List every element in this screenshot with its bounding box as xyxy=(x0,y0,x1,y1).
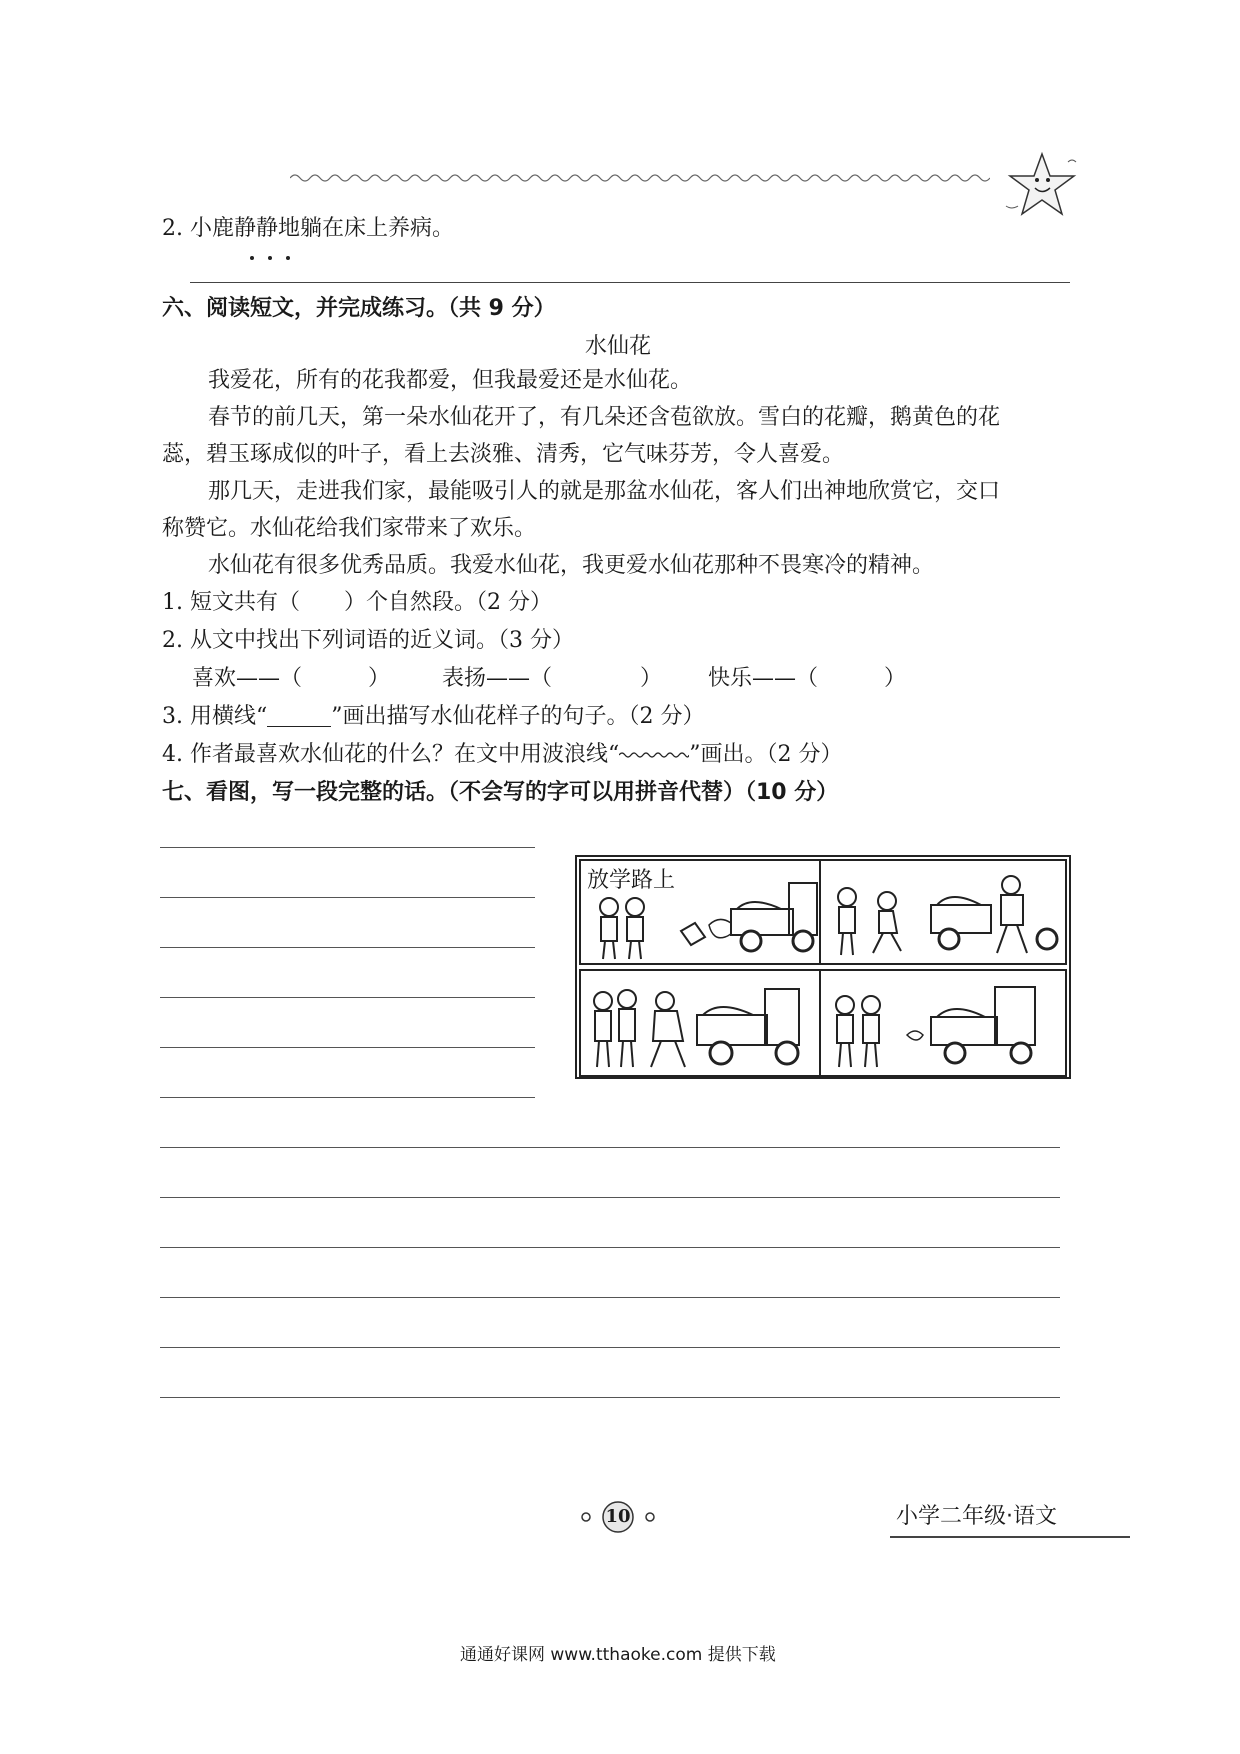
page-number: 10 xyxy=(605,1506,631,1527)
comic-panel-2 xyxy=(819,859,1067,965)
panel-2-illustration xyxy=(821,861,1065,963)
passage-paragraph-3-line-2: 称赞它。水仙花给我们家带来了欢乐。 xyxy=(162,516,537,541)
question-2-option-b: 表扬——（ ） xyxy=(442,666,663,691)
writing-line xyxy=(160,897,535,898)
passage-paragraph-2-line-1: 春节的前几天，第一朵水仙花开了，有几朵还含苞欲放。雪白的花瓣，鹅黄色的花 xyxy=(208,405,1001,430)
question-1: 1. 短文共有（ ）个自然段。（2 分） xyxy=(162,590,552,615)
subject-label: 小学二年级·语文 xyxy=(896,1504,1057,1529)
writing-line xyxy=(160,1097,535,1098)
passage-paragraph-3-line-1: 那几天，走进我们家，最能吸引人的就是那盆水仙花，客人们出神地欣赏它，交口 xyxy=(208,479,1001,504)
question-2: 2. 从文中找出下列词语的近义词。（3 分） xyxy=(162,628,574,653)
panel-3-illustration xyxy=(581,971,819,1075)
wavy-line-sample xyxy=(619,750,689,760)
passage-paragraph-1: 我爱花，所有的花我都爱，但我最爱还是水仙花。 xyxy=(208,368,693,393)
writing-line xyxy=(160,1247,1060,1248)
writing-line xyxy=(160,1147,1060,1148)
exercise-item-2 xyxy=(162,212,454,246)
question-4 xyxy=(162,738,842,772)
section7-heading: 七、看图，写一段完整的话。（不会写的字可以用拼音代替）（10 分） xyxy=(162,780,839,805)
page-number-badge xyxy=(578,1500,658,1534)
comic-panel-4 xyxy=(819,969,1067,1077)
download-credit: 通通好课网 www.tthaoke.com 提供下载 xyxy=(460,1645,776,1665)
section-divider xyxy=(190,282,1070,283)
subject-underline xyxy=(890,1536,1130,1538)
section6-heading: 六、阅读短文，并完成练习。（共 9 分） xyxy=(162,296,556,321)
item2-emphasis: 静静地 xyxy=(233,216,300,241)
question-3-part-a: 3. 用横线“ xyxy=(162,704,268,729)
writing-line xyxy=(160,1197,1060,1198)
emphasis-dots xyxy=(250,245,304,264)
item2-prefix: 2. 小鹿 xyxy=(162,216,234,241)
straight-line-sample xyxy=(267,708,331,727)
question-4-part-b: ”画出。（2 分） xyxy=(689,742,843,767)
header-wavy-line xyxy=(290,172,990,184)
passage-title: 水仙花 xyxy=(585,334,652,359)
passage-paragraph-2-line-2: 蕊，碧玉琢成似的叶子，看上去淡雅、清秀，它气味芬芳，令人喜爱。 xyxy=(162,442,845,467)
item2-suffix: 躺在床上养病。 xyxy=(300,216,455,241)
question-3-part-b: ”画出描写水仙花样子的句子。（2 分） xyxy=(331,704,705,729)
writing-line xyxy=(160,947,535,948)
panel-1-illustration xyxy=(581,861,819,963)
writing-line xyxy=(160,1297,1060,1298)
writing-line xyxy=(160,997,535,998)
comic-caption: 放学路上 xyxy=(587,868,676,893)
writing-line xyxy=(160,1347,1060,1348)
writing-line xyxy=(160,1397,1060,1398)
comic-strip xyxy=(575,855,1071,1079)
question-2-option-c: 快乐——（ ） xyxy=(708,666,907,691)
writing-line xyxy=(160,1047,535,1048)
question-4-part-a: 4. 作者最喜欢水仙花的什么？在文中用波浪线“ xyxy=(162,742,620,767)
comic-panel-3 xyxy=(579,969,821,1077)
passage-paragraph-4: 水仙花有很多优秀品质。我爱水仙花，我更爱水仙花那种不畏寒冷的精神。 xyxy=(208,553,935,578)
question-3 xyxy=(162,700,704,734)
panel-4-illustration xyxy=(821,971,1065,1075)
question-2-option-a: 喜欢——（ ） xyxy=(192,666,391,691)
comic-panel-1 xyxy=(579,859,821,965)
writing-line xyxy=(160,847,535,848)
star-mascot-icon xyxy=(1000,150,1080,220)
